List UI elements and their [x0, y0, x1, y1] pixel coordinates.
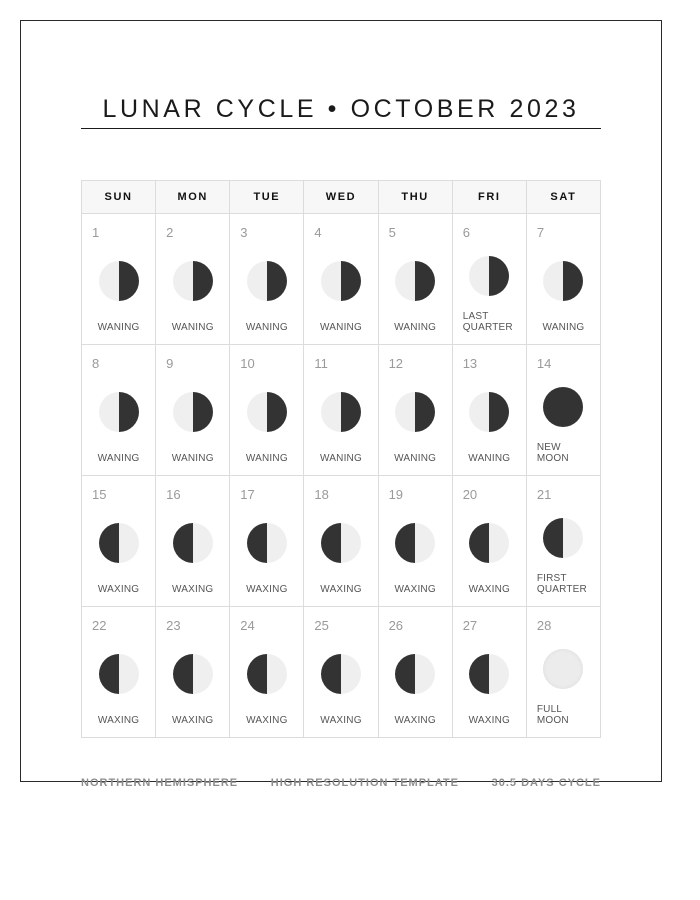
phase-label: WANING [394, 322, 437, 333]
day-cell [378, 345, 452, 476]
phase-label: WANING [171, 322, 214, 333]
phase-label: WANING [542, 322, 585, 333]
week-row [82, 345, 601, 476]
phase-label-line: QUARTER [462, 322, 513, 333]
day-cell [230, 607, 304, 738]
moon-waning-icon [543, 261, 583, 301]
moon-waxing-icon [321, 654, 361, 694]
phase-label: WANING [468, 453, 511, 464]
day-number: 21 [536, 487, 552, 502]
day-number: 7 [536, 225, 545, 240]
footer-template: HIGH RESOLUTION TEMPLATE [270, 777, 459, 789]
weekday-mon: MON [156, 181, 230, 214]
moon-waxing-icon [469, 654, 509, 694]
day-number: 27 [462, 618, 478, 633]
moon-new-icon [543, 387, 583, 427]
moon-waxing-icon [99, 523, 139, 563]
day-number: 14 [536, 356, 552, 371]
day-cell [452, 476, 526, 607]
day-cell [304, 345, 378, 476]
day-number: 3 [240, 225, 248, 240]
day-cell [230, 476, 304, 607]
day-cell [230, 345, 304, 476]
day-number: 17 [240, 487, 255, 502]
phase-label: WAXING [394, 715, 436, 726]
day-number: 23 [166, 618, 181, 633]
moon-full-icon [543, 649, 583, 689]
day-cell [526, 476, 600, 607]
moon-waning-icon [395, 392, 435, 432]
phase-label: WAXING [246, 584, 288, 595]
moon-waning-icon [321, 392, 361, 432]
day-cell [378, 607, 452, 738]
day-number: 10 [240, 356, 255, 371]
day-number: 1 [92, 225, 100, 240]
moon-waxing-icon [395, 523, 435, 563]
phase-label: WAXING [320, 715, 362, 726]
phase-label [537, 573, 599, 595]
day-cell [156, 476, 230, 607]
day-cell [378, 476, 452, 607]
phase-label-line: FULL [536, 704, 563, 715]
day-number: 25 [314, 618, 329, 633]
day-cell [230, 214, 304, 345]
moon-waning-icon [173, 261, 213, 301]
day-cell [526, 345, 600, 476]
moon-waxing-icon [173, 654, 213, 694]
footer-hemisphere: NORTHERN HEMISPHERE [81, 777, 239, 789]
phase-label: WANING [97, 453, 140, 464]
day-cell [526, 214, 600, 345]
day-cell [526, 607, 600, 738]
phase-label: WAXING [320, 584, 362, 595]
day-number: 6 [462, 225, 470, 240]
weekday-sun: SUN [82, 181, 156, 214]
day-cell [452, 345, 526, 476]
weekday-fri: FRI [452, 181, 526, 214]
title-divider [81, 128, 601, 129]
day-cell [304, 476, 378, 607]
moon-waning-icon [247, 261, 287, 301]
day-number: 15 [92, 487, 107, 502]
phase-label [537, 442, 599, 464]
day-number: 13 [462, 356, 478, 371]
weekday-thu: THU [378, 181, 452, 214]
week-row [82, 476, 601, 607]
weekday-header-row [82, 181, 601, 214]
moon-waning-icon [469, 392, 509, 432]
day-number: 26 [388, 618, 404, 633]
moon-waxing-icon [247, 523, 287, 563]
day-cell [304, 607, 378, 738]
phase-label: WAXING [172, 715, 214, 726]
day-number: 11 [314, 356, 328, 371]
day-number: 24 [240, 618, 255, 633]
weekday-tue: TUE [230, 181, 304, 214]
phase-label: WAXING [246, 715, 288, 726]
phase-label: WAXING [394, 584, 436, 595]
day-cell [156, 214, 230, 345]
phase-label: WANING [245, 453, 288, 464]
phase-label-line: QUARTER [536, 584, 587, 595]
day-number: 19 [388, 487, 404, 502]
day-number: 28 [536, 618, 552, 633]
day-number: 8 [92, 356, 100, 371]
phase-label: WANING [97, 322, 140, 333]
day-number: 16 [166, 487, 181, 502]
day-number: 4 [314, 225, 322, 240]
day-number: 5 [388, 225, 396, 240]
day-cell [82, 607, 156, 738]
moon-waning-icon [247, 392, 287, 432]
footer-info [81, 777, 601, 789]
moon-waning-icon [321, 261, 361, 301]
moon-waning-icon [173, 392, 213, 432]
moon-waxing-icon [247, 654, 287, 694]
phase-label: WANING [394, 453, 437, 464]
phase-label: WANING [245, 322, 288, 333]
weekday-sat: SAT [526, 181, 600, 214]
day-cell [82, 476, 156, 607]
phase-label: WAXING [97, 715, 140, 726]
day-number: 12 [388, 356, 404, 371]
phase-label-line: NEW [536, 442, 561, 453]
phase-label-line: LAST [462, 311, 489, 322]
moon-waxing-icon [395, 654, 435, 694]
phase-label [537, 704, 599, 726]
day-cell [82, 214, 156, 345]
phase-label-line: FIRST [536, 573, 567, 584]
phase-label: WANING [320, 322, 362, 333]
phase-label: WANING [171, 453, 214, 464]
day-cell [156, 607, 230, 738]
moon-waxing-icon [543, 518, 583, 558]
day-cell [452, 214, 526, 345]
day-number: 9 [166, 356, 174, 371]
week-row [82, 607, 601, 738]
footer-cycle-length: 30.5 DAYS CYCLE [491, 777, 601, 789]
moon-waning-icon [99, 261, 139, 301]
day-cell [378, 214, 452, 345]
moon-waxing-icon [99, 654, 139, 694]
moon-waxing-icon [469, 523, 509, 563]
day-cell [82, 345, 156, 476]
phase-label-line: MOON [536, 453, 569, 464]
page-title: LUNAR CYCLE • OCTOBER 2023 [102, 94, 580, 123]
phase-label [463, 311, 525, 333]
phase-label: WAXING [468, 584, 510, 595]
lunar-calendar-grid [81, 180, 601, 738]
day-number: 18 [314, 487, 329, 502]
weekday-wed: WED [304, 181, 378, 214]
day-number: 2 [166, 225, 174, 240]
phase-label: WAXING [468, 715, 510, 726]
day-cell [304, 214, 378, 345]
moon-waning-icon [395, 261, 435, 301]
day-cell [452, 607, 526, 738]
phase-label: WAXING [97, 584, 140, 595]
day-cell [156, 345, 230, 476]
moon-waning-icon [99, 392, 139, 432]
moon-waxing-icon [321, 523, 361, 563]
week-row [82, 214, 601, 345]
phase-label: WANING [320, 453, 362, 464]
day-number: 22 [92, 618, 107, 633]
phase-label-line: MOON [536, 715, 569, 726]
moon-waxing-icon [173, 523, 213, 563]
phase-label: WAXING [172, 584, 214, 595]
moon-waning-icon [469, 256, 509, 296]
day-number: 20 [462, 487, 478, 502]
